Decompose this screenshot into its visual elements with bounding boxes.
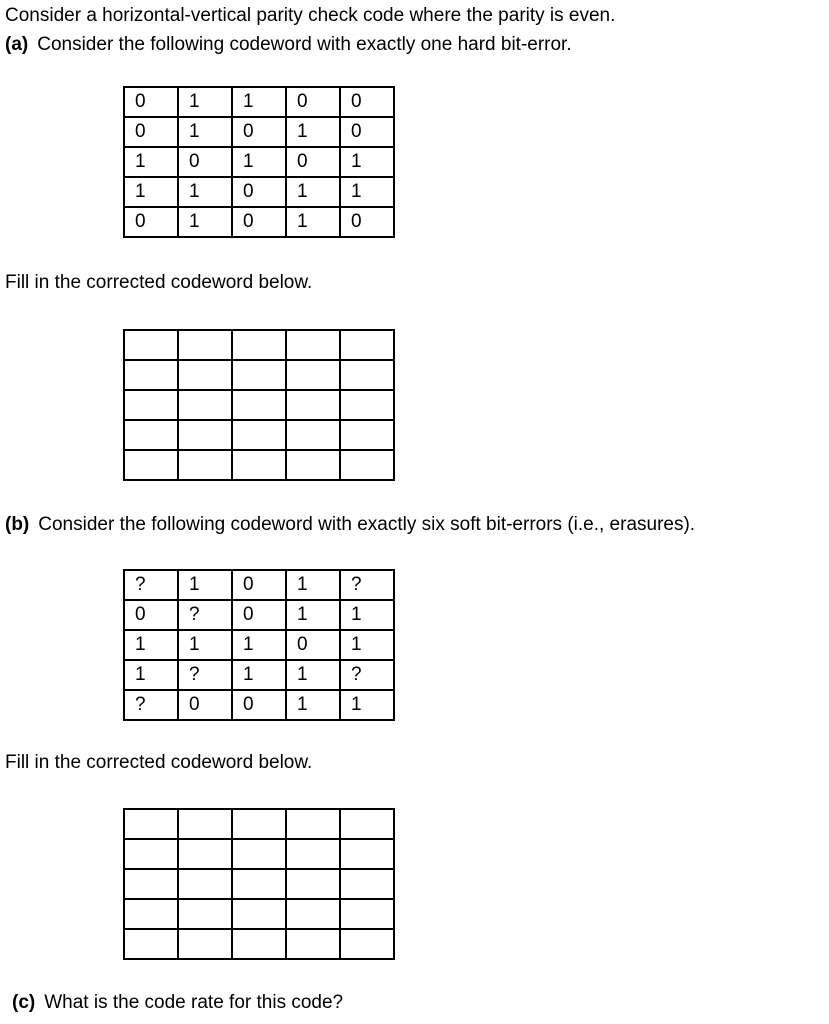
codeword-cell: 1: [340, 177, 394, 207]
codeword-cell: 0: [124, 207, 178, 237]
codeword-cell: 0: [232, 690, 286, 720]
codeword-cell: 0: [232, 177, 286, 207]
codeword-cell: 1: [124, 630, 178, 660]
answer-cell[interactable]: [178, 360, 232, 390]
codeword-cell: 0: [232, 117, 286, 147]
codeword-cell: 1: [124, 177, 178, 207]
answer-cell[interactable]: [124, 809, 178, 839]
answer-cell[interactable]: [340, 869, 394, 899]
answer-cell[interactable]: [340, 809, 394, 839]
answer-cell[interactable]: [178, 869, 232, 899]
table-row: [124, 869, 394, 899]
table-row: [124, 390, 394, 420]
answer-cell[interactable]: [286, 869, 340, 899]
codeword-cell: 1: [178, 207, 232, 237]
table-row: [124, 600, 394, 630]
codeword-cell: 0: [232, 570, 286, 600]
codeword-cell: 1: [124, 147, 178, 177]
answer-cell[interactable]: [178, 390, 232, 420]
answer-cell[interactable]: [178, 450, 232, 480]
answer-cell[interactable]: [340, 390, 394, 420]
codeword-cell: 0: [124, 117, 178, 147]
codeword-cell: 1: [178, 177, 232, 207]
part-b-heading: [5, 513, 695, 537]
codeword-cell: ?: [124, 570, 178, 600]
codeword-cell: 0: [286, 630, 340, 660]
answer-cell[interactable]: [232, 360, 286, 390]
fill-prompt-a: Fill in the corrected codeword below.: [5, 272, 313, 293]
codeword-cell: 1: [178, 570, 232, 600]
codeword-table-b: [123, 569, 395, 721]
codeword-cell: 1: [178, 117, 232, 147]
codeword-cell: 1: [232, 630, 286, 660]
codeword-cell: 1: [340, 600, 394, 630]
answer-cell[interactable]: [286, 809, 340, 839]
answer-cell[interactable]: [286, 390, 340, 420]
codeword-cell: 0: [340, 117, 394, 147]
table-row: [124, 690, 394, 720]
fill-prompt-b: Fill in the corrected codeword below.: [5, 752, 313, 773]
answer-cell[interactable]: [232, 899, 286, 929]
codeword-cell: 1: [286, 207, 340, 237]
codeword-cell: 1: [286, 660, 340, 690]
part-a-heading: [5, 33, 572, 57]
codeword-cell: 1: [340, 630, 394, 660]
codeword-cell: 0: [124, 87, 178, 117]
table-row: [124, 839, 394, 869]
answer-cell[interactable]: [232, 390, 286, 420]
codeword-cell: 0: [340, 87, 394, 117]
codeword-cell: 0: [340, 207, 394, 237]
codeword-cell: ?: [124, 690, 178, 720]
answer-cell[interactable]: [178, 929, 232, 959]
answer-cell[interactable]: [124, 420, 178, 450]
answer-cell[interactable]: [232, 420, 286, 450]
codeword-cell: 1: [340, 690, 394, 720]
part-c-label: (c): [12, 992, 36, 1013]
codeword-cell: 0: [232, 600, 286, 630]
answer-cell[interactable]: [124, 869, 178, 899]
codeword-cell: 1: [178, 630, 232, 660]
part-b-text: Consider the following codeword with exactly six soft bit-errors (i.e., erasures).: [38, 514, 696, 535]
answer-cell[interactable]: [178, 899, 232, 929]
answer-cell[interactable]: [286, 929, 340, 959]
answer-table-b: [123, 808, 395, 960]
table-row: [124, 929, 394, 959]
answer-cell[interactable]: [232, 869, 286, 899]
answer-cell[interactable]: [232, 809, 286, 839]
codeword-cell: 1: [286, 177, 340, 207]
answer-cell[interactable]: [286, 420, 340, 450]
answer-cell[interactable]: [124, 839, 178, 869]
answer-cell[interactable]: [124, 330, 178, 360]
codeword-cell: 0: [124, 600, 178, 630]
answer-cell[interactable]: [178, 809, 232, 839]
table-row: [124, 899, 394, 929]
answer-cell[interactable]: [124, 390, 178, 420]
table-row: [124, 147, 394, 177]
answer-cell[interactable]: [340, 929, 394, 959]
answer-cell[interactable]: [124, 899, 178, 929]
answer-table-a: [123, 329, 395, 481]
codeword-cell: 1: [286, 690, 340, 720]
table-row: [124, 450, 394, 480]
answer-cell[interactable]: [340, 450, 394, 480]
codeword-cell: 1: [232, 87, 286, 117]
codeword-cell: 1: [286, 600, 340, 630]
answer-cell[interactable]: [178, 330, 232, 360]
table-row: [124, 117, 394, 147]
table-row: [124, 420, 394, 450]
answer-cell[interactable]: [232, 330, 286, 360]
codeword-cell: 1: [232, 660, 286, 690]
codeword-cell: ?: [178, 660, 232, 690]
answer-cell[interactable]: [124, 929, 178, 959]
answer-cell[interactable]: [286, 330, 340, 360]
part-b-label: (b): [5, 514, 30, 535]
answer-cell[interactable]: [286, 899, 340, 929]
codeword-cell: ?: [340, 660, 394, 690]
part-c-heading: [12, 991, 343, 1015]
codeword-cell: 0: [232, 207, 286, 237]
answer-cell[interactable]: [340, 360, 394, 390]
answer-cell[interactable]: [286, 839, 340, 869]
part-c-text: What is the code rate for this code?: [44, 992, 344, 1013]
answer-cell[interactable]: [340, 899, 394, 929]
answer-cell[interactable]: [124, 450, 178, 480]
answer-cell[interactable]: [232, 450, 286, 480]
answer-cell[interactable]: [232, 929, 286, 959]
codeword-cell: 1: [286, 117, 340, 147]
answer-cell[interactable]: [286, 360, 340, 390]
answer-cell[interactable]: [340, 330, 394, 360]
table-row: [124, 207, 394, 237]
table-row: [124, 87, 394, 117]
table-row: [124, 630, 394, 660]
answer-cell[interactable]: [178, 420, 232, 450]
codeword-cell: 0: [178, 147, 232, 177]
codeword-cell: 1: [340, 147, 394, 177]
part-a-text: Consider the following codeword with exactly one hard bit-error.: [37, 34, 572, 55]
table-row: [124, 660, 394, 690]
answer-cell[interactable]: [340, 839, 394, 869]
answer-cell[interactable]: [286, 450, 340, 480]
part-a-label: (a): [5, 34, 29, 55]
codeword-cell: ?: [340, 570, 394, 600]
table-row: [124, 177, 394, 207]
table-row: [124, 809, 394, 839]
table-row: [124, 360, 394, 390]
codeword-cell: 1: [286, 570, 340, 600]
codeword-cell: 1: [178, 87, 232, 117]
answer-cell[interactable]: [178, 839, 232, 869]
table-row: [124, 330, 394, 360]
intro-text: Consider a horizontal-vertical parity check code where the parity is even.: [5, 5, 616, 26]
codeword-cell: 0: [286, 87, 340, 117]
codeword-cell: 1: [232, 147, 286, 177]
codeword-table-a: [123, 86, 395, 238]
codeword-cell: 1: [124, 660, 178, 690]
answer-cell[interactable]: [340, 420, 394, 450]
codeword-cell: 0: [178, 690, 232, 720]
codeword-cell: 0: [286, 147, 340, 177]
codeword-cell: ?: [178, 600, 232, 630]
table-row: [124, 570, 394, 600]
answer-cell[interactable]: [124, 360, 178, 390]
answer-cell[interactable]: [232, 839, 286, 869]
